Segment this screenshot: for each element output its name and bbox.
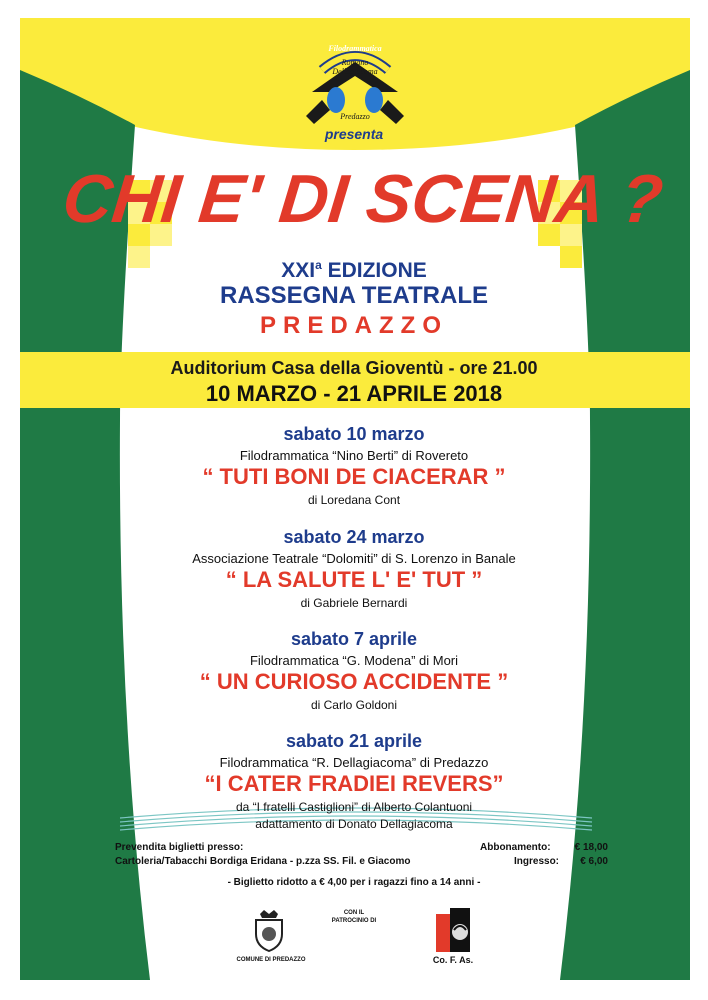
edition-word: EDIZIONE: [327, 259, 427, 282]
cofas-label: Co. F. As.: [432, 955, 474, 965]
show-2-company: Associazione Teatrale “Dolomiti” di S. Lorenzo in Banale: [192, 551, 516, 566]
patrocinio-line2: PATROCINIO DI: [331, 918, 377, 924]
show-2-author: di Gabriele Bernardi: [300, 596, 408, 610]
edition-number: XXI: [281, 259, 316, 282]
season-ticket: [480, 842, 608, 853]
edition-line: [0, 258, 708, 283]
show-4-author: da “I fratelli Castiglioni” di Alberto Colantuoni: [235, 800, 473, 814]
title-graphic: [59, 150, 667, 240]
show-1-author: di Loredana Cont: [307, 493, 401, 507]
poster-title: CHI E' DI SCENA ?: [59, 161, 667, 237]
show-3-company: Filodrammatica “G. Modena” di Mori: [249, 653, 459, 668]
show-2-title: “ LA SALUTE L' E' TUT ”: [225, 567, 483, 592]
comune-crest-icon: [252, 910, 286, 952]
show-4-day: sabato 21 aprile: [285, 731, 423, 751]
venue-time: Auditorium Casa della Gioventù - ore 21.00: [170, 358, 538, 378]
patrocinio-line1: CON IL: [343, 910, 365, 916]
show-2-day: sabato 24 marzo: [283, 527, 425, 547]
town-name: PREDAZZO: [260, 312, 448, 339]
cofas-logo-icon: [434, 908, 472, 952]
logo-line2: Romano: [341, 58, 369, 67]
logo-line1: Filodrammatica: [328, 44, 382, 53]
show-1-day: sabato 10 marzo: [283, 424, 425, 444]
season-price: € 18,00: [574, 842, 608, 853]
show-4-company: Filodrammatica “R. Dellagiacoma” di Predazzo: [219, 755, 489, 770]
festival-name: RASSEGNA TEATRALE: [219, 282, 488, 309]
show-3-day: sabato 7 aprile: [290, 629, 418, 649]
entry-price: € 6,00: [580, 856, 608, 867]
comune-label: COMUNE DI PREDAZZO: [236, 957, 306, 963]
reduced-ticket: - Biglietto ridotto a € 4,00 per i ragazzi fino a 14 anni -: [227, 877, 481, 888]
edition-ordinal: a: [315, 258, 322, 272]
show-3-author: di Carlo Goldoni: [310, 698, 398, 712]
presale-label: Prevendita biglietti presso:: [115, 842, 244, 853]
presale-place: Cartoleria/Tabacchi Bordiga Eridana - p.zza SS. Fil. e Giacomo: [115, 856, 411, 867]
presenta-text: presenta: [324, 126, 384, 142]
show-1-company: Filodrammatica “Nino Berti” di Rovereto: [239, 448, 469, 463]
entry-ticket: [480, 856, 608, 867]
logo-line4: Predazzo: [340, 112, 370, 121]
logo-line3: Dellagiacoma: [332, 67, 378, 76]
show-4-title: “I CATER FRADIEI REVERS”: [204, 771, 504, 796]
festival-dates: 10 MARZO - 21 APRILE 2018: [205, 381, 503, 406]
show-3-title: “ UN CURIOSO ACCIDENTE ”: [199, 669, 509, 694]
show-1-title: “ TUTI BONI DE CIACERAR ”: [202, 464, 506, 489]
show-4-adaptation: adattamento di Donato Dellagiacoma: [255, 817, 453, 831]
entry-label: Ingresso:: [514, 856, 560, 867]
season-label: Abbonamento:: [480, 842, 551, 853]
